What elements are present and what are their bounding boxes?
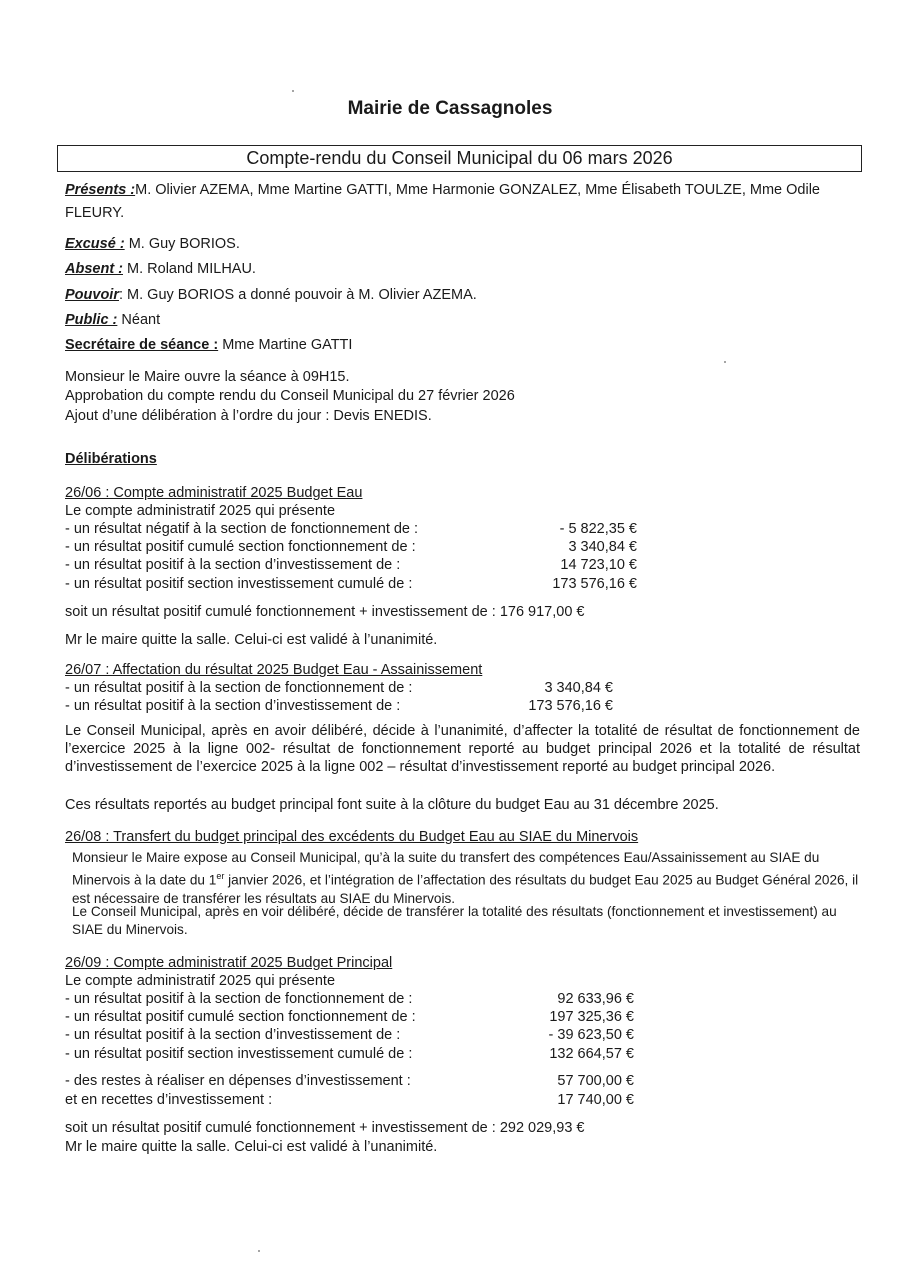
amount-value: 173 576,16 € [528, 698, 613, 714]
page-title: Mairie de Cassagnoles [347, 98, 553, 119]
scan-speck [724, 361, 726, 363]
amount-value: 173 576,16 € [552, 576, 637, 592]
pouvoir-line [65, 286, 477, 304]
presents-value: M. Olivier AZEMA, Mme Martine GATTI, Mme Harmonie GONZALEZ, Mme Élisabeth TOULZE, Mme Odile [135, 182, 820, 198]
pouvoir-value: : M. Guy BORIOS a donné pouvoir à M. Olivier AZEMA. [118, 287, 477, 303]
presents-cont: FLEURY. [65, 205, 125, 221]
amount-value: 3 340,84 € [568, 539, 637, 555]
secretaire-line [65, 336, 352, 354]
scan-speck [258, 1250, 260, 1252]
amount-value: 197 325,36 € [549, 1009, 634, 1025]
deliberations-heading: Délibérations [65, 451, 157, 467]
public-label: Public : [65, 312, 118, 328]
scan-speck [292, 90, 294, 92]
amount-label: - un résultat positif cumulé section fonctionnement de : [65, 1009, 416, 1025]
amount-label: - un résultat positif cumulé section fonctionnement de : [65, 539, 416, 555]
amount-value: - 5 822,35 € [559, 521, 637, 537]
document-subtitle-box: Compte-rendu du Conseil Municipal du 06 mars 2026 [57, 145, 862, 172]
amount-label: - un résultat positif section investissement cumulé de : [65, 576, 413, 592]
amount-label: - des restes à réaliser en dépenses d’investissement : [65, 1073, 411, 1089]
closing-line: Mr le maire quitte la salle. Celui-ci est validé à l’unanimité. [65, 1139, 438, 1155]
public-value: Néant [121, 312, 161, 328]
intro-line: Monsieur le Maire ouvre la séance à 09H15. [65, 369, 350, 385]
total-line: soit un résultat positif cumulé fonctionnement + investissement de : 292 029,93 € [65, 1120, 585, 1136]
intro-line: Ajout d’une délibération à l’ordre du jour : Devis ENEDIS. [65, 408, 432, 424]
deliberation-title: 26/06 : Compte administratif 2025 Budget Eau [65, 485, 363, 501]
secretaire-value: Mme Martine GATTI [222, 337, 353, 353]
deliberation-paragraph: Le Conseil Municipal, après en avoir délibéré, décide à l’unanimité, d’affecter la totalité de résultat de fonctionnement de l’exercice 2025 à la ligne 002- résultat de fonctionnement reporté au budget principal 2026 et la totalité de résultat d’investissement de l’exercice 2025 à la ligne 002 – résultat d’investissement reporté au budget principal 2026. [65, 723, 860, 775]
amount-label: - un résultat positif à la section de fonctionnement de : [65, 680, 413, 696]
public-line [65, 311, 160, 329]
presents-label: Présents : [65, 182, 136, 198]
amount-value: 57 700,00 € [557, 1073, 634, 1089]
deliberation-title: 26/09 : Compte administratif 2025 Budget Principal [65, 955, 393, 971]
secretaire-label: Secrétaire de séance : [65, 337, 219, 353]
absent-label: Absent : [65, 261, 123, 277]
deliberation-title: 26/07 : Affectation du résultat 2025 Budget Eau - Assainissement [65, 662, 483, 678]
deliberation-intro: Le compte administratif 2025 qui présente [65, 973, 336, 989]
excuse-line [65, 235, 240, 253]
amount-label: - un résultat positif à la section d’investissement de : [65, 1027, 401, 1043]
superscript: er [216, 871, 225, 881]
amount-label: - un résultat positif section investissement cumulé de : [65, 1046, 413, 1062]
absent-line [65, 260, 256, 278]
absent-value: M. Roland MILHAU. [127, 261, 256, 277]
amount-label: - un résultat négatif à la section de fonctionnement de : [65, 521, 419, 537]
deliberation-paragraph [72, 849, 862, 908]
total-line: soit un résultat positif cumulé fonctionnement + investissement de : 176 917,00 € [65, 604, 585, 620]
amount-label: - un résultat positif à la section de fonctionnement de : [65, 991, 413, 1007]
amount-label: - un résultat positif à la section d’investissement de : [65, 698, 401, 714]
excuse-label: Excusé : [65, 236, 125, 252]
excuse-value: M. Guy BORIOS. [128, 236, 240, 252]
intro-line: Approbation du compte rendu du Conseil Municipal du 27 février 2026 [65, 388, 515, 404]
closing-line: Mr le maire quitte la salle. Celui-ci est validé à l’unanimité. [65, 632, 438, 648]
amount-value: - 39 623,50 € [548, 1027, 634, 1043]
amount-value: 17 740,00 € [557, 1092, 634, 1108]
deliberation-paragraph: Le Conseil Municipal, après en voir délibéré, décide de transférer la totalité des résultats (fonctionnement et investissement) au SIAE du Minervois. [72, 904, 837, 937]
amount-value: 14 723,10 € [560, 557, 637, 573]
presents-line [65, 181, 820, 199]
deliberation-note: Ces résultats reportés au budget principal font suite à la clôture du budget Eau au 31 décembre 2025. [65, 797, 719, 813]
amount-label: - un résultat positif à la section d’investissement de : [65, 557, 401, 573]
amount-value: 132 664,57 € [549, 1046, 634, 1062]
amount-value: 3 340,84 € [544, 680, 613, 696]
paragraph-text: janvier 2026, et l’intégration de l’affectation des résultats du budget Eau 2025 au Budget Général 2026, il est nécessaire de transférer les résultats au SIAE du Minervois. [72, 872, 859, 906]
pouvoir-label: Pouvoir [65, 287, 119, 303]
paragraph-text: Monsieur le Maire expose au Conseil Municipal, qu’à la suite du transfert des compétences Eau/Assainissement au SIAE du Minervois à la date du 1 [72, 850, 820, 888]
deliberation-intro: Le compte administratif 2025 qui présente [65, 503, 336, 519]
amount-label: et en recettes d’investissement : [65, 1092, 273, 1108]
amount-value: 92 633,96 € [557, 991, 634, 1007]
deliberation-title: 26/08 : Transfert du budget principal des excédents du Budget Eau au SIAE du Minervois [65, 829, 639, 845]
